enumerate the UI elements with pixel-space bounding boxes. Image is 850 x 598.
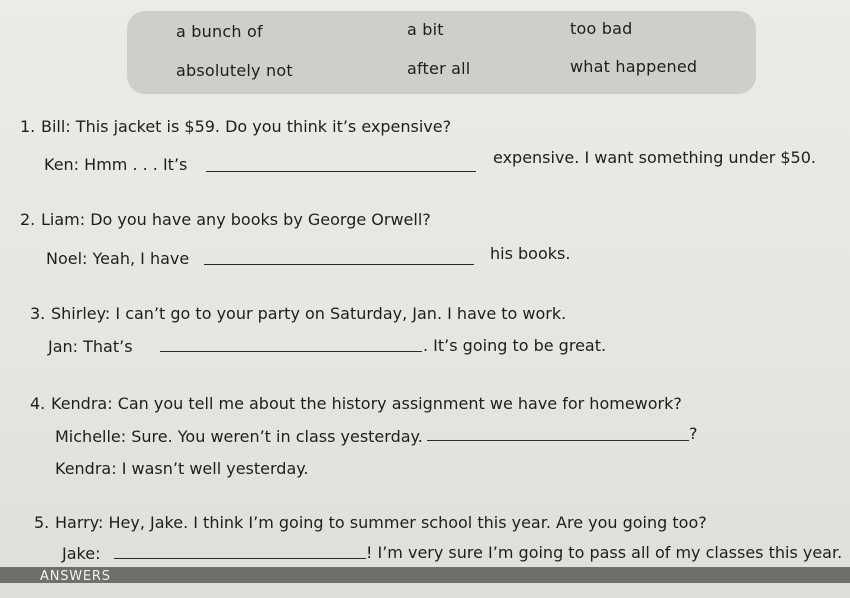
exercise-5-line-2-after: ! I’m very sure I’m going to pass all of my classes this year. [366,543,843,562]
exercise-2-line-2-before: Noel: Yeah, I have [46,249,190,268]
word-absolutely-not: absolutely not [176,61,293,80]
exercise-1-line-1: Bill: This jacket is $59. Do you think it’s expensive? [41,117,452,136]
exercise-5-line-1: Harry: Hey, Jake. I think I’m going to summer school this year. Are you going too? [55,513,707,532]
exercise-4-line-2-before: Michelle: Sure. You weren’t in class yesterday. [55,427,423,446]
exercise-3-line-1: Shirley: I can’t go to your party on Saturday, Jan. I have to work. [51,304,567,323]
exercise-4-number: 4. [30,394,46,413]
exercise-5-blank[interactable] [114,558,366,559]
word-a-bit: a bit [407,20,444,39]
exercise-3-number: 3. [30,304,46,323]
exercise-3-line-2-after: . It’s going to be great. [423,336,607,355]
exercise-2-number: 2. [20,210,36,229]
exercise-2-line-1: Liam: Do you have any books by George Orwell? [41,210,431,229]
word-what-happened: what happened [570,57,698,76]
word-after-all: after all [407,59,471,78]
exercise-4-blank[interactable] [427,440,689,441]
exercise-3-line-2-before: Jan: That’s [48,337,133,356]
exercise-3-blank[interactable] [160,351,422,352]
answers-bar [0,567,850,583]
exercise-5-number: 5. [34,513,50,532]
exercise-1-line-2-before: Ken: Hmm . . . It’s [44,155,188,174]
exercise-2-line-2-after: his books. [490,244,571,263]
answers-label: ANSWERS [40,569,111,584]
word-a-bunch-of: a bunch of [176,22,263,41]
exercise-1-blank[interactable] [206,171,476,172]
exercise-4-line-3: Kendra: I wasn’t well yesterday. [55,459,309,478]
exercise-2-blank[interactable] [204,264,474,265]
exercise-4-line-2-after: ? [689,424,698,443]
word-too-bad: too bad [570,19,633,38]
exercise-1-line-2-after: expensive. I want something under $50. [493,148,816,167]
exercise-1-number: 1. [20,117,36,136]
exercise-5-line-2-before: Jake: [62,544,101,563]
exercise-4-line-1: Kendra: Can you tell me about the history assignment we have for homework? [51,394,682,413]
